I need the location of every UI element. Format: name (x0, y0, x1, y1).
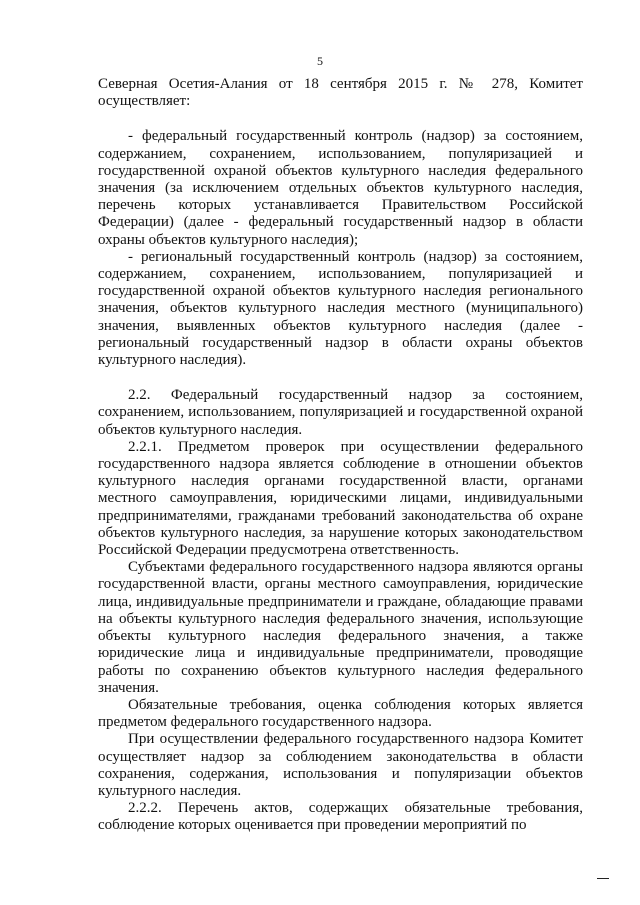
paragraph-intro: Северная Осетия-Алания от 18 сентября 2015 г. № 278, Комитет осуществляет: (98, 76, 583, 110)
paragraph-supervision: При осуществлении федерального государственного надзора Комитет осуществляет надзор за соблюдением законодательства в области сохранения, содержания, использования и популяризации объектов культурного наследия. (98, 731, 583, 799)
paragraph-subjects: Субъектами федерального государственного надзора являются органы государственной власти, органы местного самоуправления, юридические лица, индивидуальные предприниматели и граждане, обладающие правами на объекты культурного наследия федерального значения, использующие объекты культурного наследия федерального значения, а также юридические лица и индивидуальные предприниматели, проводящие работы по сохранению объектов культурного наследия федерального значения. (98, 559, 583, 696)
paragraph-section-2-2-1: 2.2.1. Предметом проверок при осуществлении федерального государственного надзора является соблюдение в отношении объектов культурного наследия органами государственной власти, органами местного самоуправления, юридическими лицами, индивидуальными предпринимателями, гражданами требований законодательства об охране объектов культурного наследия, за нарушение которых законодательством Российской Федерации предусмотрена ответственность. (98, 438, 583, 559)
page-number: 5 (317, 54, 323, 68)
paragraph-requirements: Обязательные требования, оценка соблюдения которых является предметом федерального государственного надзора. (98, 696, 583, 731)
paragraph-regional-control: - региональный государственный контроль (надзор) за состоянием, содержанием, сохранением, использованием, популяризацией и государственной охраной объектов культурного наследия регионального значения, объектов культурного наследия местного (муниципального) значения, выявленных объектов культурного наследия (далее - региональный государственный надзор в области охраны объектов культурного наследия). (98, 248, 583, 369)
paragraph-federal-control: - федеральный государственный контроль (надзор) за состоянием, содержанием, сохранением, использованием, популяризацией и государственной охраной объектов культурного наследия федерального значения (за исключением отдельных объектов культурного наследия, перечень которых устанавливается Правительством Российской Федерации) (далее - федеральный государственный надзор в области охраны объектов культурного наследия); (98, 128, 583, 248)
document-body (98, 76, 583, 835)
corner-mark (597, 878, 609, 879)
paragraph-section-2-2-2: 2.2.2. Перечень актов, содержащих обязательные требования, соблюдение которых оценивается при проведении мероприятий по (98, 800, 583, 834)
paragraph-section-2-2: 2.2. Федеральный государственный надзор за состоянием, сохранением, использованием, популяризацией и государственной охраной объектов культурного наследия. (98, 387, 583, 438)
